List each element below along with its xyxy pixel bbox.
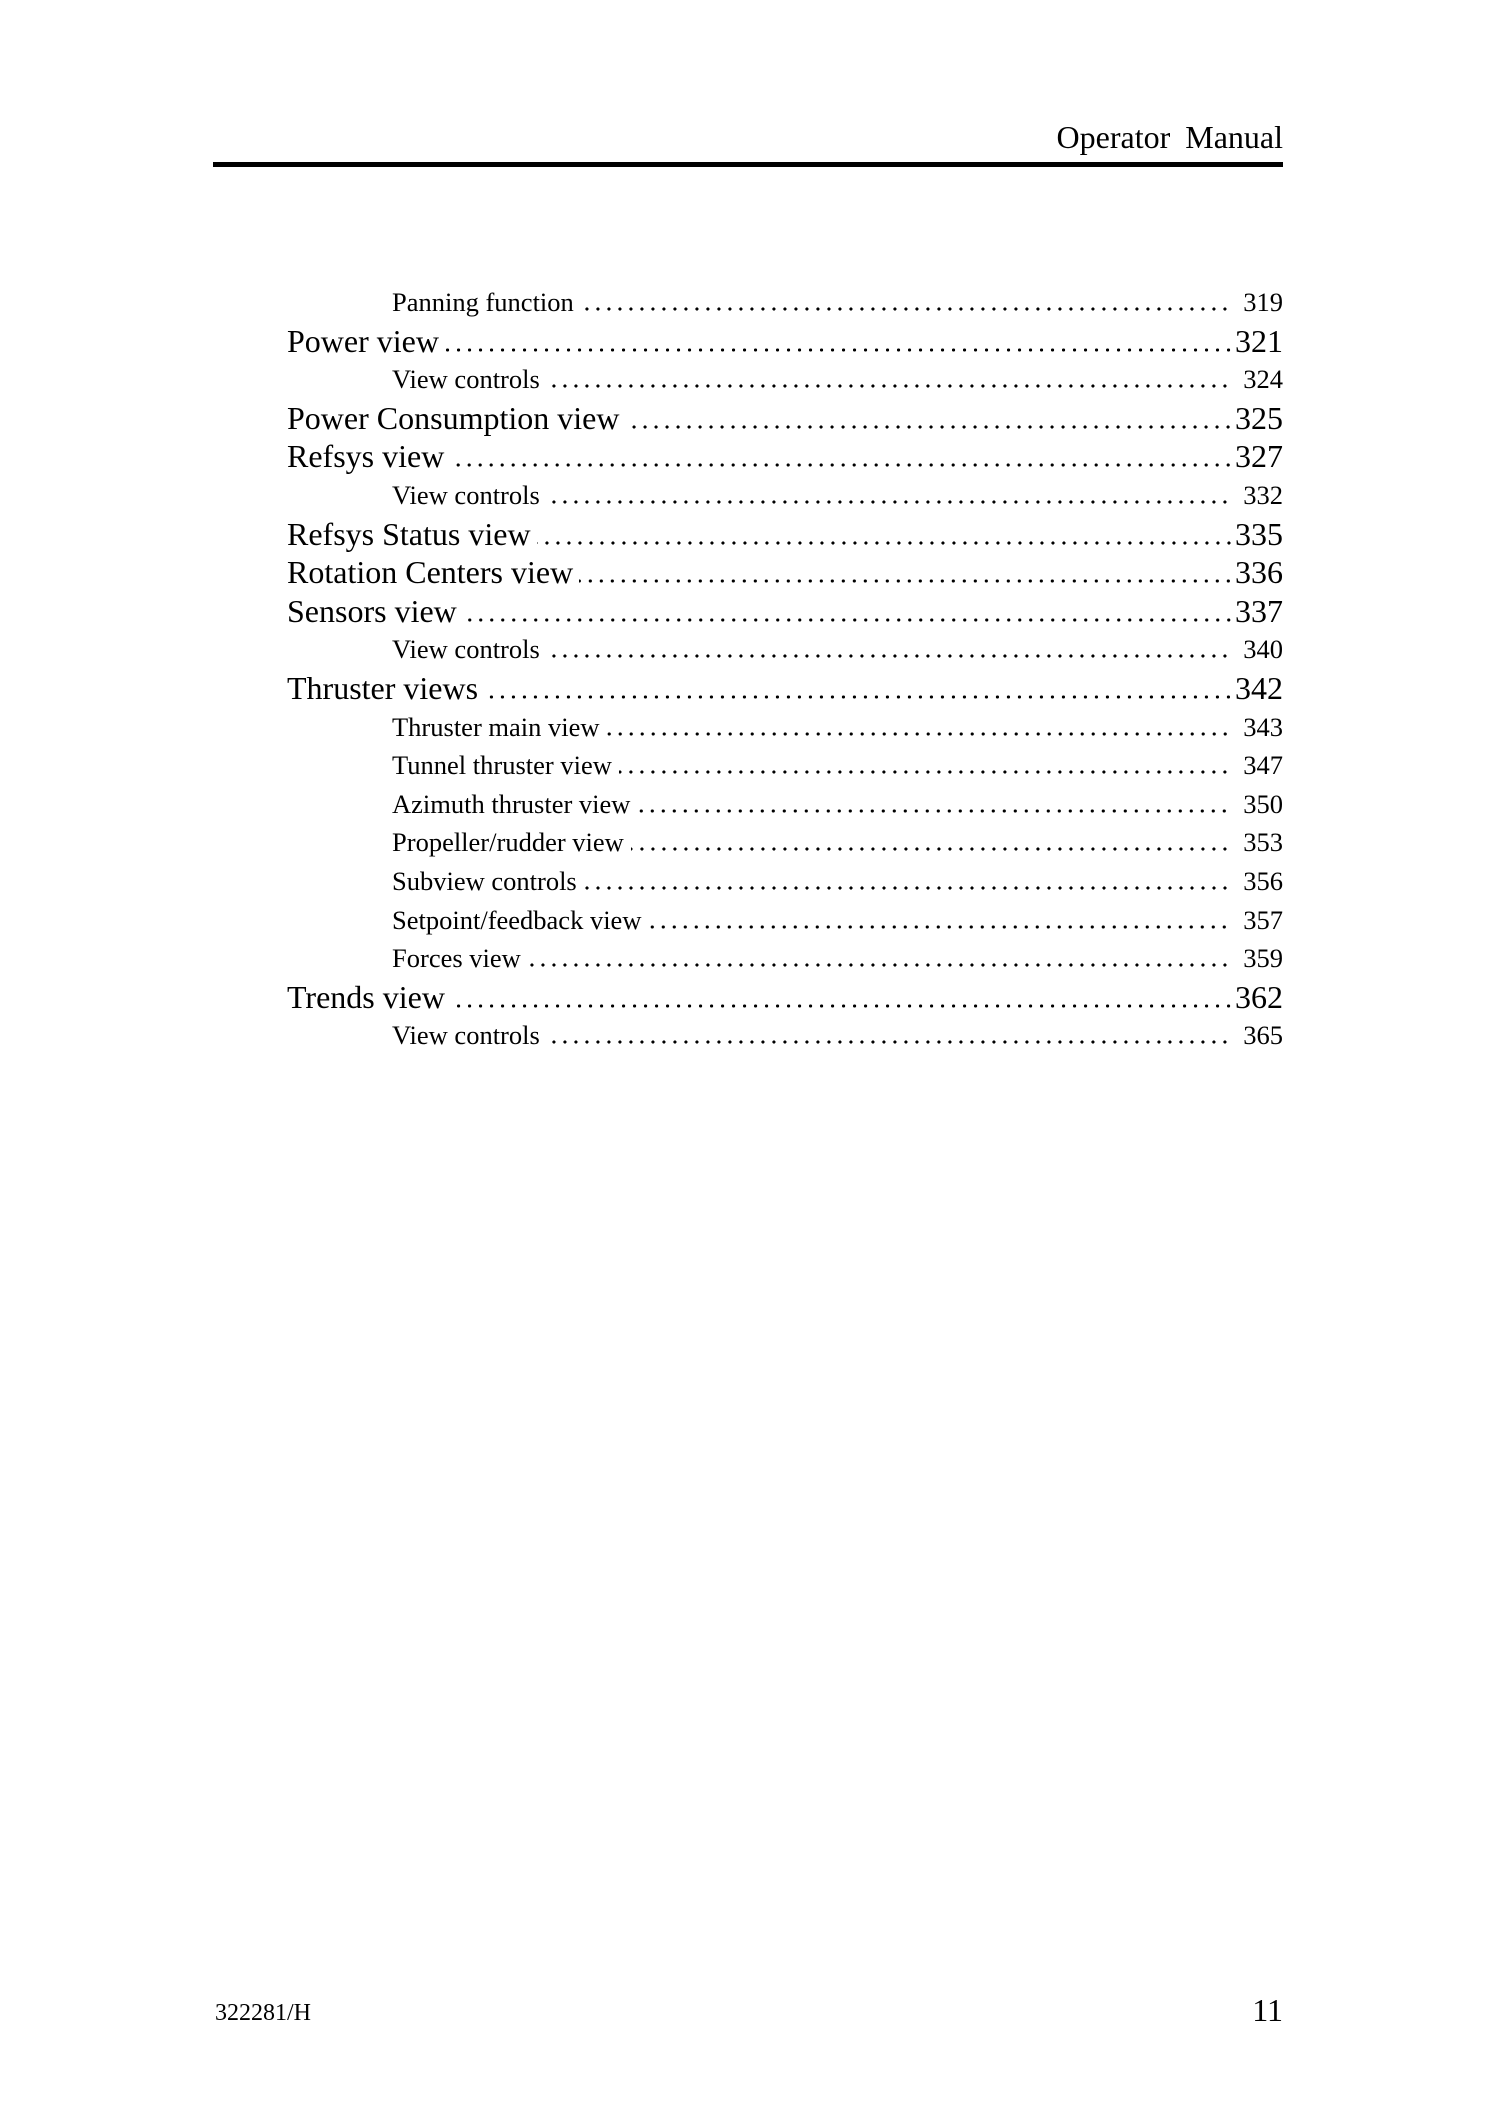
- toc-entry-label: Panning function: [392, 287, 574, 317]
- toc-entry[interactable]: [213, 399, 1283, 438]
- toc-dot-leader: [579, 579, 1234, 583]
- table-of-contents: [213, 283, 1283, 1055]
- toc-dot-leader: [528, 963, 1230, 967]
- toc-entry-page: 353: [1243, 827, 1283, 858]
- toc-dot-leader: [450, 463, 1234, 467]
- toc-entry[interactable]: [213, 862, 1283, 901]
- toc-entry[interactable]: [213, 901, 1283, 940]
- toc-entry-page: 335: [1235, 515, 1283, 552]
- header-rule: [213, 162, 1283, 167]
- toc-entry-label: Subview controls: [392, 865, 577, 896]
- toc-entry-label: Tunnel thruster view: [392, 750, 612, 781]
- footer-doc-id: 322281/H: [215, 2000, 311, 2026]
- toc-entry[interactable]: [213, 515, 1283, 554]
- toc-dot-leader: [547, 384, 1230, 388]
- toc-entry-page: 357: [1243, 904, 1283, 935]
- toc-entry-page: 337: [1235, 592, 1283, 629]
- toc-entry-label: View controls: [392, 634, 540, 665]
- toc-dot-leader: [581, 307, 1230, 311]
- toc-entry-page: 319: [1243, 287, 1283, 317]
- toc-entry[interactable]: [213, 823, 1283, 862]
- toc-dot-leader: [547, 1040, 1230, 1044]
- toc-dot-leader: [619, 770, 1230, 774]
- toc-entry-label: Setpoint/feedback view: [392, 904, 642, 935]
- toc-dot-leader: [607, 732, 1231, 736]
- toc-entry-label: View controls: [392, 364, 540, 395]
- toc-entry-label: View controls: [392, 1020, 540, 1051]
- toc-entry[interactable]: [213, 939, 1283, 978]
- toc-entry-page: 347: [1243, 750, 1283, 781]
- toc-entry[interactable]: [213, 978, 1283, 1017]
- toc-entry[interactable]: [213, 592, 1283, 631]
- toc-entry[interactable]: [213, 553, 1283, 592]
- toc-entry[interactable]: [213, 785, 1283, 824]
- toc-entry[interactable]: [213, 630, 1283, 669]
- toc-entry-label: Azimuth thruster view: [392, 788, 631, 819]
- toc-entry-label: Power Consumption view: [287, 399, 620, 436]
- toc-dot-leader: [625, 425, 1234, 429]
- toc-entry-label: Thruster main view: [392, 711, 600, 742]
- toc-entry-page: 359: [1243, 943, 1283, 974]
- toc-entry-page: 340: [1243, 634, 1283, 665]
- toc-entry[interactable]: [213, 322, 1283, 361]
- toc-dot-leader: [547, 500, 1230, 504]
- toc-entry[interactable]: [213, 669, 1283, 708]
- toc-entry-label: Thruster views: [287, 669, 479, 706]
- toc-dot-leader: [537, 541, 1234, 545]
- toc-entry[interactable]: [213, 360, 1283, 399]
- toc-entry-page: 327: [1235, 438, 1283, 475]
- toc-entry-label: Forces view: [392, 943, 521, 974]
- page-header: [213, 119, 1283, 155]
- toc-entry[interactable]: [213, 708, 1283, 747]
- toc-entry-page: 343: [1243, 711, 1283, 742]
- toc-entry-label: Refsys view: [287, 438, 445, 475]
- page-title: Operator Manual: [1056, 119, 1283, 155]
- toc-entry-page: 362: [1235, 978, 1283, 1015]
- toc-entry-label: Propeller/rudder view: [392, 827, 624, 858]
- toc-entry-page: 356: [1243, 865, 1283, 896]
- toc-entry-page: 342: [1235, 669, 1283, 706]
- toc-entry-page: 365: [1243, 1020, 1283, 1051]
- toc-entry-page: 336: [1235, 554, 1283, 591]
- toc-dot-leader: [463, 618, 1234, 622]
- toc-dot-leader: [451, 1004, 1234, 1008]
- toc-dot-leader: [631, 847, 1230, 851]
- toc-dot-leader: [445, 348, 1234, 352]
- toc-entry-label: Power view: [287, 322, 439, 359]
- toc-dot-leader: [637, 809, 1230, 813]
- toc-entry-page: 325: [1235, 399, 1283, 436]
- toc-dot-leader: [484, 695, 1234, 699]
- footer-page-number: 11: [1252, 1992, 1283, 2028]
- toc-entry[interactable]: [213, 1016, 1283, 1055]
- toc-entry-label: Trends view: [287, 978, 445, 1015]
- toc-entry-page: 324: [1243, 364, 1283, 395]
- toc-entry[interactable]: [213, 437, 1283, 476]
- toc-entry[interactable]: [213, 746, 1283, 785]
- toc-entry-label: Sensors view: [287, 592, 457, 629]
- toc-entry-label: Refsys Status view: [287, 515, 531, 552]
- toc-entry[interactable]: [213, 283, 1283, 322]
- toc-entry[interactable]: [213, 476, 1283, 515]
- toc-dot-leader: [547, 654, 1230, 658]
- toc-entry-page: 321: [1235, 322, 1283, 359]
- toc-dot-leader: [584, 886, 1231, 890]
- toc-entry-label: View controls: [392, 479, 540, 510]
- toc-dot-leader: [648, 925, 1230, 929]
- toc-entry-page: 332: [1243, 479, 1283, 510]
- toc-entry-page: 350: [1243, 788, 1283, 819]
- toc-entry-label: Rotation Centers view: [287, 554, 574, 591]
